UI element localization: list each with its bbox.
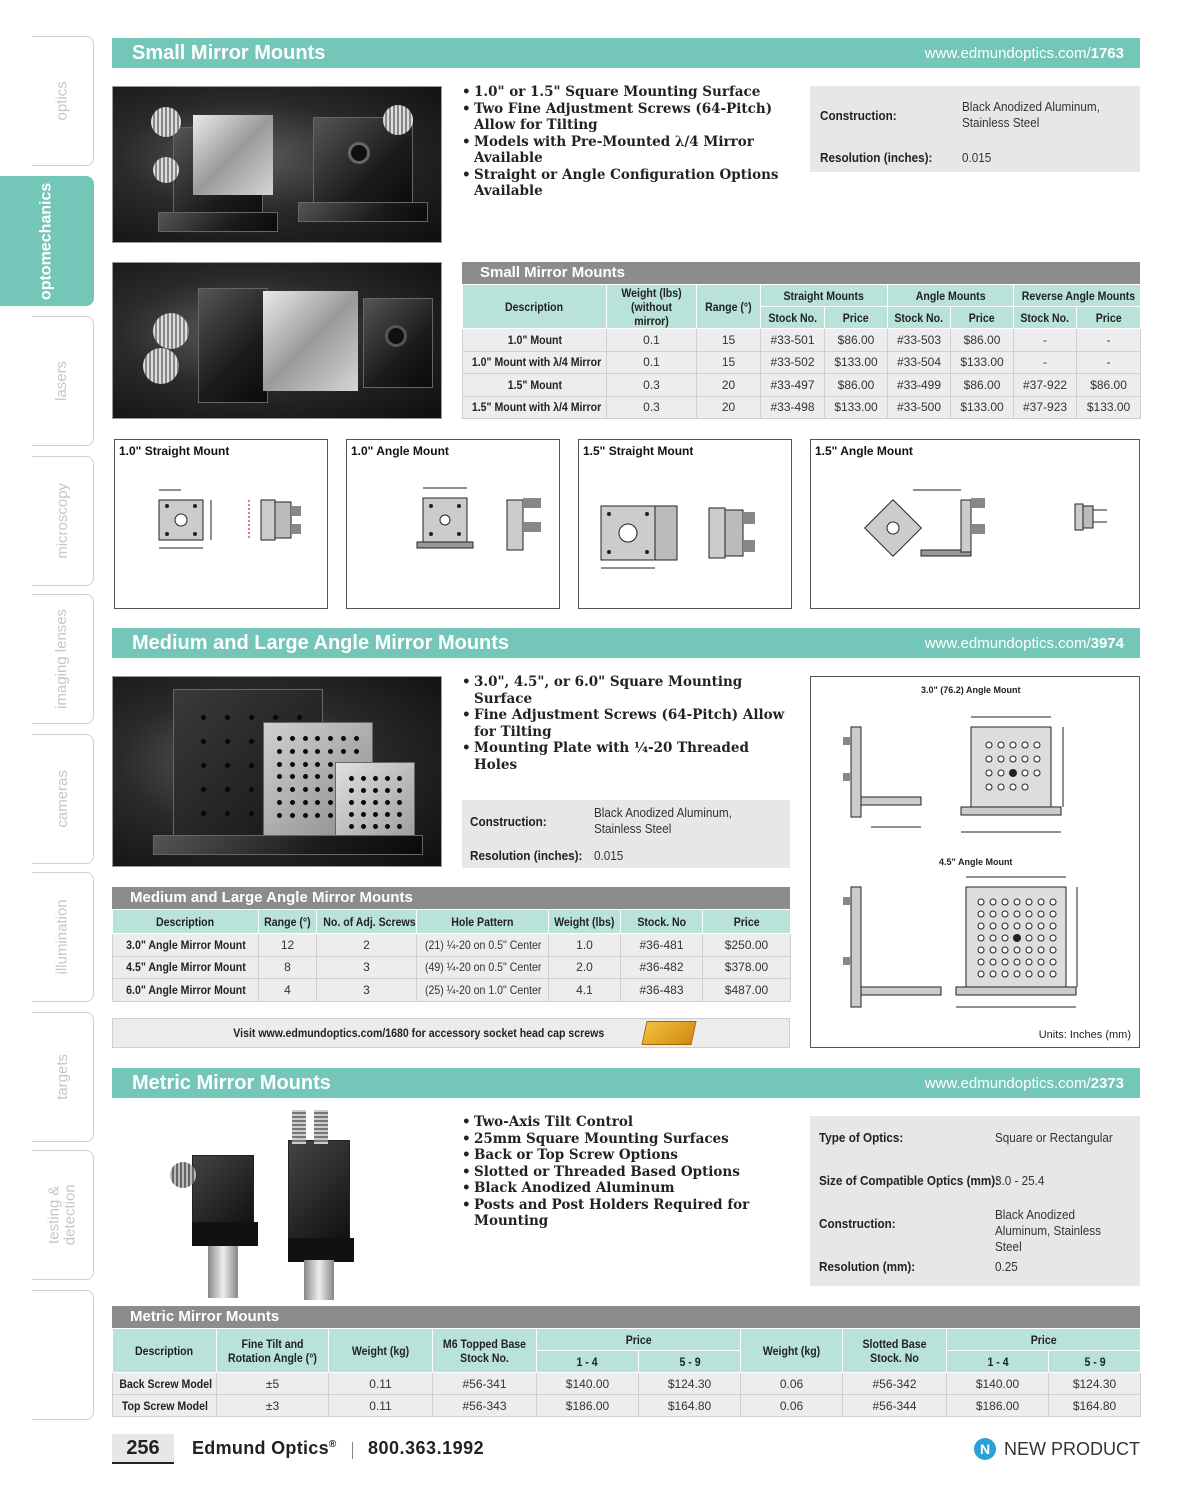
sidetab-microscopy[interactable] <box>32 456 94 586</box>
section-header-metric-mounts <box>112 1068 1140 1098</box>
stock-number[interactable]: #37-922 <box>1014 374 1077 397</box>
stock-number[interactable]: #33-497 <box>761 374 825 397</box>
feature-item: • 25mm Square Mounting Surfaces <box>462 1131 802 1148</box>
sidetab-optics[interactable] <box>32 36 94 166</box>
product-photo-small-mounts <box>112 86 442 243</box>
stock-number[interactable]: #36-482 <box>621 956 703 979</box>
table-row: Back Screw Model ±5 0.11 #56-341 $140.00 $124.30 0.06 #56-342 $140.00 $124.30 <box>113 1373 1141 1395</box>
sidetab-label: optics <box>53 81 71 121</box>
feature-item: • 3.0", 4.5", or 6.0" Square Mounting Surface <box>462 674 792 707</box>
col-header: Straight Mounts <box>761 285 888 307</box>
sidetab-optomechanics[interactable] <box>0 176 94 306</box>
stock-number[interactable]: #36-481 <box>621 934 703 957</box>
col-header: 1 - 4 <box>947 1351 1049 1373</box>
stock-number[interactable]: #37-923 <box>1014 396 1077 419</box>
spec-label: Construction: <box>820 108 897 123</box>
feature-list <box>462 674 792 773</box>
drawing-1in-straight: 1.0" Straight Mount <box>114 439 328 609</box>
feature-item: • Two Fine Adjustment Screws (64-Pitch) Allow for Tilting <box>462 101 792 134</box>
stock-number[interactable]: #56-341 <box>433 1373 537 1395</box>
table-title: Small Mirror Mounts <box>462 262 1140 284</box>
stock-number[interactable]: #56-344 <box>843 1395 947 1417</box>
col-header: Stock No. <box>1014 307 1077 329</box>
new-product-label: NEW PRODUCT <box>1004 1438 1140 1459</box>
drawing-1in-angle: 1.0" Angle Mount <box>346 439 560 609</box>
page-number: 256 <box>112 1434 174 1464</box>
feature-item: • 1.0" or 1.5" Square Mounting Surface <box>462 84 792 101</box>
technical-drawing <box>811 440 1141 610</box>
table-row: 1.0" Mount with λ/4 Mirror 0.1 15 #33-502 $133.00 #33-504 $133.00 - - <box>463 351 1141 374</box>
sidetab-label: targets <box>53 1054 71 1100</box>
col-header: Description <box>113 910 259 934</box>
col-header: Price <box>1077 307 1141 329</box>
stock-number[interactable]: #56-342 <box>843 1373 947 1395</box>
spec-value: Black Anodized Aluminum, Stainless Steel <box>962 99 1100 130</box>
table-title: Medium and Large Angle Mirror Mounts <box>112 887 790 909</box>
feature-item: • Mounting Plate with ¼-20 Threaded Holes <box>462 740 792 773</box>
table-row: 4.5" Angle Mirror Mount 8 3 (49) ¼-20 on 0.5" Center 2.0 #36-482 $378.00 <box>113 956 791 979</box>
col-header: Angle Mounts <box>888 285 1014 307</box>
col-header: Weight (kg) <box>329 1329 433 1373</box>
feature-item: • Posts and Post Holders Required for Mounting <box>462 1197 802 1230</box>
feature-list <box>462 1114 802 1230</box>
new-product-legend <box>974 1438 1140 1460</box>
units-note: Units: Inches (mm) <box>1038 1029 1131 1041</box>
spec-label: Resolution (inches): <box>820 150 933 165</box>
stock-number[interactable]: #36-483 <box>621 979 703 1002</box>
drawing-1-5in-straight: 1.5" Straight Mount <box>578 439 792 609</box>
feature-list <box>462 84 792 200</box>
col-header: 5 - 9 <box>639 1351 741 1373</box>
drawing-title: 3.0" (76.2) Angle Mount <box>921 685 1021 695</box>
new-badge-icon: N <box>974 1438 996 1460</box>
col-header: Slotted Base Stock. No <box>843 1329 947 1373</box>
table-row: 1.5" Mount with λ/4 Mirror 0.3 20 #33-498 $133.00 #33-500 $133.00 #37-923 $133.00 <box>463 396 1141 419</box>
section-header-small-mirror-mounts <box>112 38 1140 68</box>
table-title: Metric Mirror Mounts <box>112 1306 1140 1328</box>
feature-item: • Slotted or Threaded Based Options <box>462 1164 802 1181</box>
section-title: Small Mirror Mounts <box>132 41 326 64</box>
spec-label: Resolution (mm): <box>819 1259 916 1274</box>
section-url[interactable]: www.edmundoptics.com/1763 <box>924 44 1124 62</box>
col-header: 5 - 9 <box>1049 1351 1141 1373</box>
sidetab-imaging-lenses[interactable] <box>32 594 94 724</box>
spec-label: Size of Compatible Optics (mm): <box>819 1173 1000 1188</box>
stock-number[interactable]: #33-502 <box>761 351 825 374</box>
spec-value: 0.015 <box>962 150 992 165</box>
table-row: Top Screw Model ±3 0.11 #56-343 $186.00 $164.80 0.06 #56-344 $186.00 $164.80 <box>113 1395 1141 1417</box>
product-photo-angle-mounts <box>112 262 442 419</box>
table-row: 3.0" Angle Mirror Mount 12 2 (21) ¼-20 on 0.5" Center 1.0 #36-481 $250.00 <box>113 934 791 957</box>
feature-item: • Models with Pre-Mounted λ/4 Mirror Available <box>462 134 792 167</box>
spec-value: Black Anodized Aluminum, Stainless Steel <box>995 1207 1102 1254</box>
col-header: Weight (lbs) <box>549 910 621 934</box>
col-header: Price <box>537 1329 741 1351</box>
stock-number[interactable]: #33-504 <box>888 351 951 374</box>
spec-box <box>462 800 790 868</box>
col-header: Stock No. <box>888 307 951 329</box>
spec-box <box>810 86 1140 172</box>
spec-value: 0.015 <box>594 848 624 863</box>
col-header: Price <box>703 910 791 934</box>
stock-number[interactable]: #33-503 <box>888 329 951 352</box>
section-title: Medium and Large Angle Mirror Mounts <box>132 631 510 654</box>
table-row: 1.5" Mount 0.3 20 #33-497 $86.00 #33-499 $86.00 #37-922 $86.00 <box>463 374 1141 397</box>
sidetab-illumination[interactable] <box>32 872 94 1002</box>
technical-drawing <box>347 440 561 610</box>
socket-note: Visit www.edmundoptics.com/1680 for accessory socket head cap screws <box>233 1026 605 1040</box>
col-header: Price <box>825 307 888 329</box>
stock-number[interactable]: #33-499 <box>888 374 951 397</box>
col-header: Fine Tilt and Rotation Angle (°) <box>217 1329 329 1373</box>
sidetab-cameras[interactable] <box>32 734 94 864</box>
table-row: 1.0" Mount 0.1 15 #33-501 $86.00 #33-503 $86.00 - - <box>463 329 1141 352</box>
sidetab-label: lasers <box>53 360 71 402</box>
col-header: Description <box>463 285 607 329</box>
page-footer <box>112 1434 1140 1466</box>
section-url[interactable]: www.edmundoptics.com/2373 <box>924 1074 1124 1092</box>
stock-number[interactable]: #33-500 <box>888 396 951 419</box>
technical-drawing <box>579 440 793 610</box>
section-title: Metric Mirror Mounts <box>132 1071 331 1094</box>
spec-label: Type of Optics: <box>819 1130 904 1145</box>
spec-label: Construction: <box>470 814 547 829</box>
sidetab-targets[interactable] <box>32 1012 94 1142</box>
col-header: 1 - 4 <box>537 1351 639 1373</box>
col-header: M6 Topped Base Stock No. <box>433 1329 537 1373</box>
feature-item: • Fine Adjustment Screws (64-Pitch) Allow for Tilting <box>462 707 792 740</box>
feature-item: • Black Anodized Aluminum <box>462 1180 802 1197</box>
sidetab-testing-detection[interactable] <box>32 1150 94 1280</box>
col-header: Stock. No <box>621 910 703 934</box>
drawing-title: 4.5" Angle Mount <box>939 857 1013 867</box>
spec-value: 3.0 - 25.4 <box>995 1173 1045 1188</box>
table-row: 6.0" Angle Mirror Mount 4 3 (25) ¼-20 on 1.0" Center 4.1 #36-483 $487.00 <box>113 979 791 1002</box>
spec-box <box>810 1116 1140 1286</box>
phone-number[interactable]: 800.363.1992 <box>368 1438 485 1458</box>
sidetab-blank <box>32 1290 94 1420</box>
spec-label: Construction: <box>819 1216 896 1231</box>
sidetab-label: optomechanics <box>37 182 55 300</box>
col-header: Hole Pattern <box>417 910 549 934</box>
col-header: Weight (lbs) (without mirror) <box>607 285 697 329</box>
sidetab-label: cameras <box>53 770 71 828</box>
sidetab-label: microscopy <box>53 483 71 559</box>
sidetab-label: testing & detection <box>45 1184 79 1246</box>
col-header: Price <box>951 307 1014 329</box>
section-header-medium-large-mounts <box>112 628 1140 658</box>
product-photo-metric-mounts <box>140 1110 370 1300</box>
feature-item: • Back or Top Screw Options <box>462 1147 802 1164</box>
small-mounts-table <box>462 284 1141 419</box>
stock-number[interactable]: #33-501 <box>761 329 825 352</box>
col-header: Description <box>113 1329 217 1373</box>
feature-item: • Straight or Angle Configuration Options Available <box>462 167 792 200</box>
brand-name: Edmund Optics® <box>192 1438 337 1458</box>
footer-divider <box>352 1442 353 1459</box>
screw-kit-image <box>641 1021 696 1045</box>
drawing-1-5in-angle: 1.5" Angle Mount <box>810 439 1140 609</box>
sidetab-label: imaging lenses <box>53 608 71 710</box>
spec-value: Black Anodized Aluminum, Stainless Steel <box>594 805 732 836</box>
col-header: Range (°) <box>697 285 761 329</box>
stock-number[interactable]: #56-343 <box>433 1395 537 1417</box>
spec-value: Square or Rectangular <box>995 1130 1113 1145</box>
product-photo-large-mounts <box>112 676 442 867</box>
stock-number[interactable]: #33-498 <box>761 396 825 419</box>
drawing-angle-mount-dimensions <box>810 676 1140 1048</box>
col-header: Range (°) <box>259 910 317 934</box>
spec-label: Resolution (inches): <box>470 848 583 863</box>
col-header: Weight (kg) <box>741 1329 843 1373</box>
col-header: Reverse Angle Mounts <box>1014 285 1141 307</box>
sidetab-lasers[interactable] <box>32 316 94 446</box>
col-header: Price <box>947 1329 1141 1351</box>
sidetab-label: illumination <box>53 899 71 975</box>
socket-screws-banner[interactable] <box>112 1018 790 1048</box>
section-url[interactable]: www.edmundoptics.com/3974 <box>924 634 1124 652</box>
col-header: Stock No. <box>761 307 825 329</box>
metric-mounts-table <box>112 1328 1141 1417</box>
spec-value: 0.25 <box>995 1259 1018 1274</box>
technical-drawing <box>115 440 329 610</box>
col-header: No. of Adj. Screws <box>317 910 417 934</box>
feature-item: • Two-Axis Tilt Control <box>462 1114 802 1131</box>
medium-large-mounts-table <box>112 909 791 1002</box>
